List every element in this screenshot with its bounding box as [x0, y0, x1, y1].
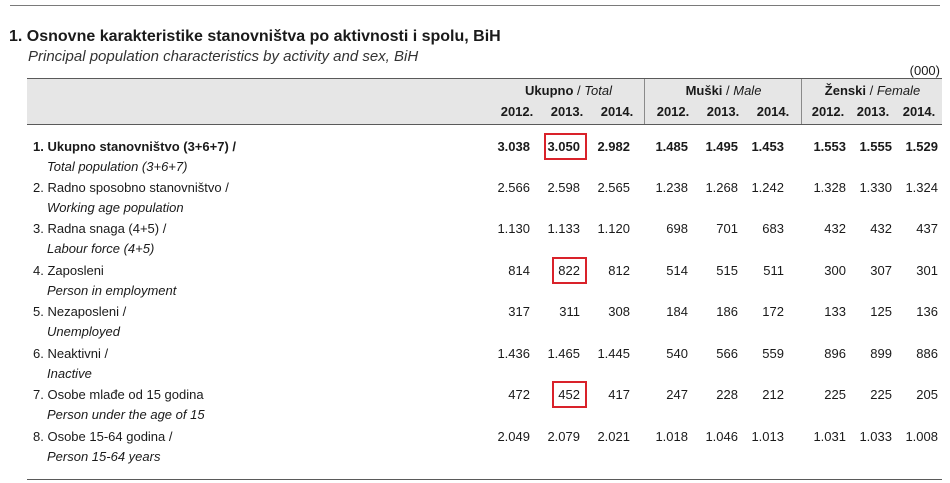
row-label: 3. Radna snaga (4+5) /	[33, 221, 167, 236]
group-header-female: Ženski / Female 2012. 2013. 2014.	[801, 79, 943, 124]
cell-value: 1.324	[905, 180, 938, 195]
highlight-box-employed-2013	[552, 257, 587, 284]
cell-value: 184	[666, 304, 688, 319]
year-header: 2014.	[756, 104, 790, 119]
cell-value: 452	[558, 387, 580, 402]
cell-value: 1.130	[497, 221, 530, 236]
cell-value: 814	[508, 263, 530, 278]
cell-value: 228	[716, 387, 738, 402]
year-header: 2013.	[856, 104, 890, 119]
cell-value: 511	[763, 263, 784, 278]
cell-value: 186	[716, 304, 738, 319]
cell-value: 698	[666, 221, 688, 236]
cell-value: 1.330	[859, 180, 892, 195]
group-label-local: Ženski	[824, 83, 866, 98]
cell-value: 212	[762, 387, 784, 402]
cell-value: 1.046	[705, 429, 738, 444]
row-label: 2. Radno sposobno stanovništvo /	[33, 180, 229, 195]
cell-value: 1.555	[859, 139, 892, 154]
group-label-local: Ukupno	[525, 83, 574, 98]
year-header: 2012.	[656, 104, 690, 119]
row-label-en: Total population (3+6+7)	[47, 159, 188, 174]
year-header: 2012.	[500, 104, 534, 119]
table-row	[0, 221, 950, 263]
year-header: 2013.	[706, 104, 740, 119]
table-row	[0, 139, 950, 181]
row-label: 1. Ukupno stanovništvo (3+6+7) /	[33, 139, 236, 154]
cell-value: 514	[666, 263, 688, 278]
cell-value: 1.465	[547, 346, 580, 361]
row-label-en: Inactive	[47, 366, 92, 381]
year-header: 2014.	[902, 104, 936, 119]
table-subtitle: Principal population characteristics by activity and sex, BiH	[28, 48, 419, 65]
bottom-divider	[27, 479, 942, 480]
cell-value: 2.598	[547, 180, 580, 195]
cell-value: 301	[916, 263, 938, 278]
units-label: (000)	[909, 63, 940, 78]
highlight-box-under15-2013	[552, 381, 587, 408]
group-header-total: Ukupno / Total 2012. 2013. 2014.	[493, 79, 644, 124]
year-header: 2014.	[600, 104, 634, 119]
row-label: 5. Nezaposleni /	[33, 304, 127, 319]
cell-value: 540	[666, 346, 688, 361]
cell-value: 125	[870, 304, 892, 319]
row-label-en: Labour force (4+5)	[47, 241, 155, 256]
year-header: 2013.	[550, 104, 584, 119]
cell-value: 3.050	[547, 139, 580, 154]
row-label-en: Unemployed	[47, 324, 120, 339]
cell-value: 437	[916, 221, 938, 236]
table-row	[0, 263, 950, 305]
cell-value: 1.268	[705, 180, 738, 195]
group-label-local: Muški	[685, 83, 723, 98]
cell-value: 701	[716, 221, 738, 236]
cell-value: 812	[608, 263, 630, 278]
cell-value: 1.495	[705, 139, 738, 154]
row-label-en: Working age population	[47, 200, 184, 215]
table-row	[0, 346, 950, 388]
cell-value: 172	[762, 304, 784, 319]
cell-value: 559	[762, 346, 784, 361]
cell-value: 1.328	[813, 180, 846, 195]
cell-value: 515	[716, 263, 738, 278]
row-label: 8. Osobe 15-64 godina /	[33, 429, 173, 444]
group-label-en: Male	[733, 83, 762, 98]
highlight-box-total-2013	[544, 133, 587, 160]
cell-value: 311	[559, 304, 580, 319]
cell-value: 896	[824, 346, 846, 361]
cell-value: 225	[870, 387, 892, 402]
cell-value: 822	[558, 263, 580, 278]
cell-value: 417	[608, 387, 630, 402]
table-row	[0, 387, 950, 429]
cell-value: 683	[762, 221, 784, 236]
cell-value: 307	[870, 263, 892, 278]
cell-value: 1.008	[905, 429, 938, 444]
cell-value: 1.013	[751, 429, 784, 444]
cell-value: 225	[824, 387, 846, 402]
cell-value: 1.033	[859, 429, 892, 444]
row-label-en: Person under the age of 15	[47, 407, 205, 422]
table-row	[0, 429, 950, 471]
row-label: 6. Neaktivni /	[33, 346, 109, 361]
cell-value: 1.018	[655, 429, 688, 444]
cell-value: 3.038	[497, 139, 530, 154]
cell-value: 899	[870, 346, 892, 361]
cell-value: 205	[916, 387, 938, 402]
group-label-en: Total	[584, 83, 612, 98]
cell-value: 247	[666, 387, 688, 402]
cell-value: 1.529	[905, 139, 938, 154]
cell-value: 308	[608, 304, 630, 319]
cell-value: 1.453	[751, 139, 784, 154]
group-header-male: Muški / Male 2012. 2013. 2014.	[644, 79, 802, 124]
cell-value: 2.566	[497, 180, 530, 195]
cell-value: 1.445	[597, 346, 630, 361]
cell-value: 1.242	[751, 180, 784, 195]
cell-value: 2.021	[597, 429, 630, 444]
group-label-en: Female	[876, 83, 921, 98]
cell-value: 1.120	[597, 221, 630, 236]
cell-value: 472	[508, 387, 530, 402]
cell-value: 300	[824, 263, 846, 278]
cell-value: 886	[916, 346, 938, 361]
cell-value: 2.049	[497, 429, 530, 444]
cell-value: 2.565	[597, 180, 630, 195]
cell-value: 2.982	[597, 139, 630, 154]
cell-value: 1.553	[813, 139, 846, 154]
cell-value: 432	[870, 221, 892, 236]
table-title: 1. Osnovne karakteristike stanovništva po aktivnosti i spolu, BiH	[9, 28, 501, 45]
cell-value: 1.133	[547, 221, 580, 236]
row-label: 7. Osobe mlađe od 15 godina	[33, 387, 204, 402]
year-header: 2012.	[811, 104, 845, 119]
cell-value: 136	[916, 304, 938, 319]
table-header	[27, 78, 942, 125]
row-label-en: Person 15-64 years	[47, 449, 161, 464]
cell-value: 1.485	[655, 139, 688, 154]
cell-value: 566	[716, 346, 738, 361]
table-row	[0, 180, 950, 222]
cell-value: 133	[824, 304, 846, 319]
cell-value: 2.079	[547, 429, 580, 444]
top-divider	[10, 5, 940, 6]
cell-value: 317	[508, 304, 530, 319]
table-row	[0, 304, 950, 346]
cell-value: 1.238	[655, 180, 688, 195]
cell-value: 1.031	[813, 429, 846, 444]
cell-value: 1.436	[497, 346, 530, 361]
row-label: 4. Zaposleni	[33, 263, 104, 278]
cell-value: 432	[824, 221, 846, 236]
row-label-en: Person in employment	[47, 283, 177, 298]
